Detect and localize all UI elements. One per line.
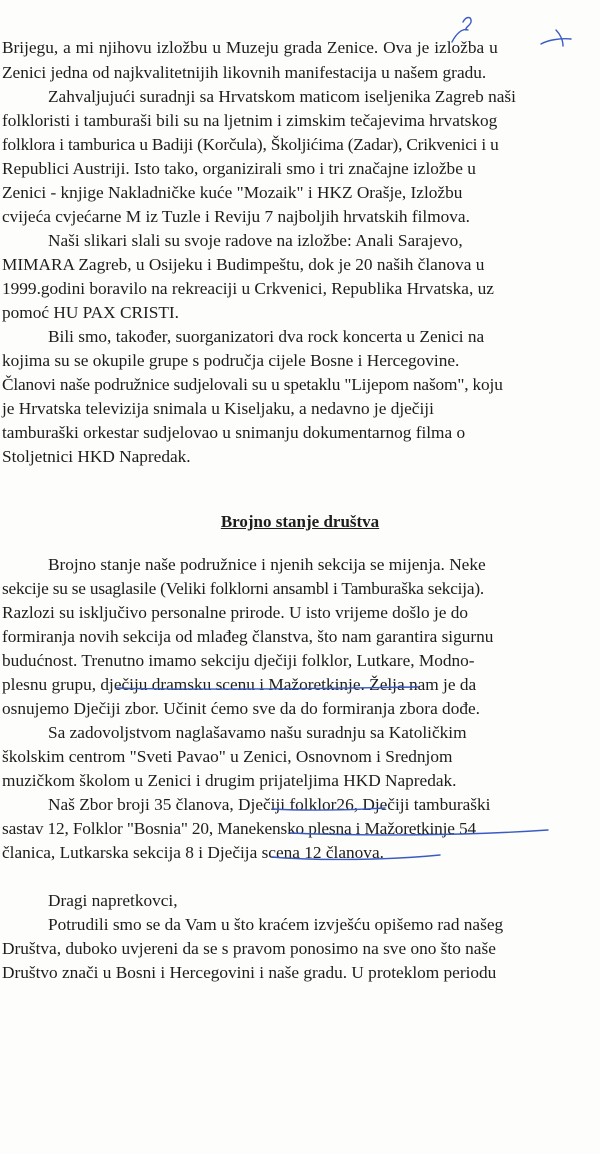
text-line: pomoć HU PAX CRISTI. xyxy=(2,303,179,322)
text-line: Razlozi su isključivo personalne prirode. U isto vrijeme došlo je do xyxy=(2,603,469,622)
text-line: budućnost. Trenutno imamo sekciju dječiji folklor, Lutkare, Modno- xyxy=(2,651,475,670)
text-line: Članovi naše podružnice sudjelovali su u spetaklu "Lijepom našom", koju xyxy=(2,375,503,394)
text-line: školskim centrom "Sveti Pavao" u Zenici, Osnovnom i Srednjom xyxy=(2,747,453,766)
text-line: članica, Lutkarska sekcija 8 i Dječija scena 12 članova. xyxy=(2,843,384,862)
text-line: Zahvaljujući suradnji sa Hrvatskom maticom iseljenika Zagreb naši xyxy=(48,87,516,106)
section-heading: Brojno stanje društva xyxy=(220,512,380,531)
text-line: Društva, duboko uvjereni da se s pravom ponosimo na sve ono što naše xyxy=(2,939,496,958)
text-line: folklora i tamburica u Badiji (Korčula), Školjićima (Zadar), Crikvenici i u xyxy=(2,135,499,154)
text-line: Zenici - knjige Nakladničke kuće "Mozaik" i HKZ Orašje, Izložbu xyxy=(2,183,463,202)
text-line: Sa zadovoljstvom naglašavamo našu suradnju sa Katoličkim xyxy=(48,723,467,742)
salutation: Dragi napretkovci, xyxy=(48,891,178,910)
text-line: Naš Zbor broji 35 članova, Dječiji folklor26, Dječiji tamburaški xyxy=(48,795,491,814)
text-line: Zenici jedna od najkvalitetnijih likovnih manifestacija u našem gradu. xyxy=(2,63,487,82)
text-line: Brojno stanje naše podružnice i njenih sekcija se mijenja. Neke xyxy=(48,555,486,574)
text-line: Republici Austriji. Isto tako, organizirali smo i tri značajne izložbe u xyxy=(2,159,476,178)
text-line: je Hrvatska televizija snimala u Kiseljaku, a nedavno je dječiji xyxy=(2,399,434,418)
text-line: MIMARA Zagreb, u Osijeku i Budimpeštu, dok je 20 naših članova u xyxy=(2,255,485,274)
text-line: sekcije su se usaglasile (Veliki folklorni ansambl i Tamburaška sekcija). xyxy=(2,579,485,598)
text-line: Potrudili smo se da Vam u što kraćem izvješću opišemo rad našeg xyxy=(48,915,504,934)
text-line: 1999.godini boravilo na rekreaciji u Crkvenici, Republika Hrvatska, uz xyxy=(2,279,494,298)
text-line: Društvo znači u Bosni i Hercegovini i naše gradu. U proteklom periodu xyxy=(2,963,497,982)
text-line: cvijeća cvjećarne M iz Tuzle i Reviju 7 najboljih hrvatskih filmova. xyxy=(2,207,470,226)
text-line: osnujemo Dječiji zbor. Učinit ćemo sve da do formiranja zbora dođe. xyxy=(2,699,480,718)
text-line: sastav 12, Folklor "Bosnia" 20, Manekensko plesna i Mažoretkinje 54 xyxy=(2,819,476,838)
text-line: Brijegu, a mi njihovu izložbu u Muzeju grada Zenice. Ova je izložba u xyxy=(2,38,498,57)
text-line: Stoljetnici HKD Napredak. xyxy=(2,447,191,466)
text-line: kojima su se okupile grupe s područja cijele Bosne i Hercegovine. xyxy=(2,351,460,370)
text-line: Naši slikari slali su svoje radove na izložbe: Anali Sarajevo, xyxy=(48,231,463,250)
text-line: folkloristi i tamburaši bili su na ljetnim i zimskim tečajevima hrvatskog xyxy=(2,111,498,130)
text-line: Bili smo, također, suorganizatori dva rock koncerta u Zenici na xyxy=(48,327,485,346)
text-line: tamburaški orkestar sudjelovao u snimanju dokumentarnog filma o xyxy=(2,423,466,442)
text-line: muzičkom školom u Zenici i drugim prijateljima HKD Napredak. xyxy=(2,771,457,790)
text-line: plesnu grupu, dječiju dramsku scenu i Mažoretkinje. Želja nam je da xyxy=(2,675,477,694)
text-line: formiranja novih sekcija od mlađeg članstva, što nam garantira sigurnu xyxy=(2,627,494,646)
